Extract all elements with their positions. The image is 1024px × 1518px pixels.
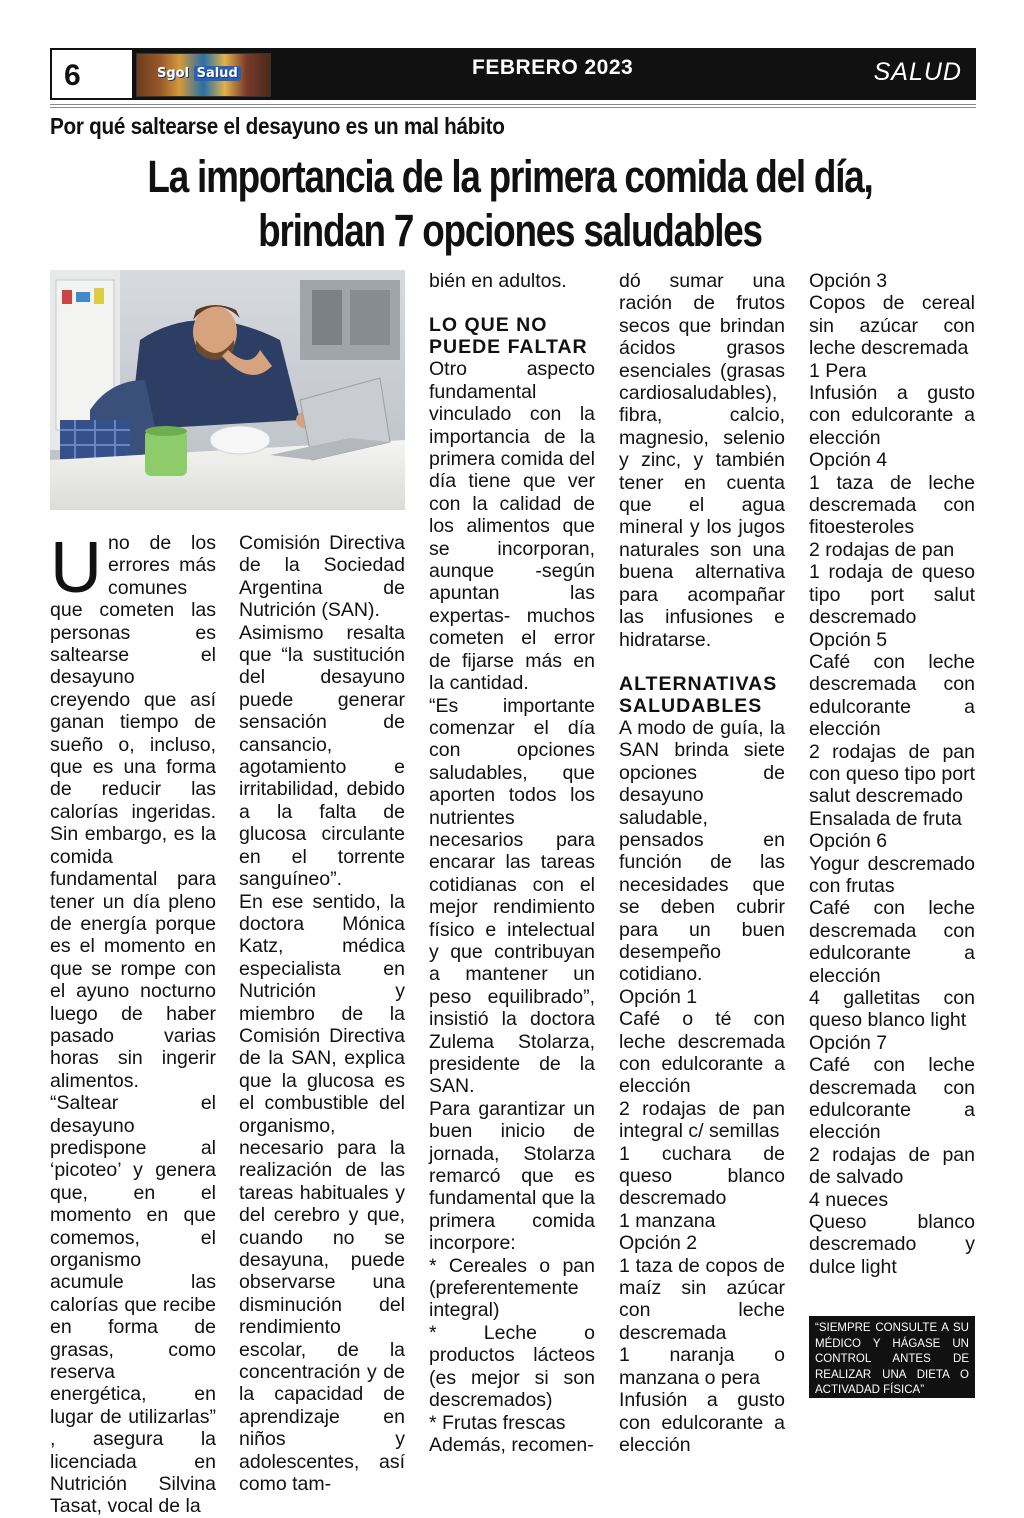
option-heading: Opción 2 bbox=[619, 1232, 698, 1255]
option-heading: Opción 5 bbox=[809, 628, 888, 651]
article-column-2 bbox=[239, 532, 405, 1495]
headline-line-1: La importancia de la primera comida del día, bbox=[147, 151, 873, 202]
option-item: 1 taza de leche descremada con fitoesteroles bbox=[809, 471, 975, 539]
logo-text-b: Salud bbox=[194, 66, 241, 81]
col4-paragraph-1: dó sumar una ración de frutos secos que brindan ácidos grasos esenciales (grasas cardiosaludables), fibra, calcio, magnesio, selenio y zinc, y también tener en cuenta que el agua mineral y los jugos naturales son una buena alternativa para acompañar las infusiones e hidratarse. bbox=[619, 270, 785, 651]
article-column-4 bbox=[619, 270, 785, 1456]
article-column-1 bbox=[50, 528, 216, 1518]
article-kicker: Por qué saltearse el desayuno es un mal hábito bbox=[50, 113, 505, 139]
option-item: Queso blanco descremado y dulce light bbox=[809, 1211, 975, 1278]
option-item: 1 taza de copos de maíz sin azúcar con leche descremada bbox=[619, 1254, 785, 1344]
col2-paragraph-3: En ese sentido, la doctora Mónica Katz, médica especialista en Nutrición y miembro de la Comisión Directiva de la SAN, explica que la glucosa es el combustible del organismo, necesario para la realización de las tareas habituales y del cerebro y que, cuando no se desayuna, puede observarse una disminución del rendimiento escolar, de la concentración y de la capacidad de aprendizaje en niños y adolescentes, así como tam- bbox=[239, 890, 405, 1496]
col1-paragraph-2: “Saltear el desayuno predispone al ‘picoteo’ y genera que, en el momento en que comemos, el organismo acumule las calorías que recibe en forma de grasas, como reserva energética, en lugar de utilizarlas” , asegura la licenciada en Nutrición Silvina Tasat, vocal de la bbox=[50, 1092, 216, 1518]
list-item: * Cereales o pan (preferentemente integral) bbox=[429, 1254, 595, 1322]
lead-paragraph bbox=[50, 528, 216, 1092]
list-item: * Frutas frescas bbox=[429, 1411, 566, 1434]
publication-logo bbox=[136, 53, 271, 97]
option-heading: Opción 3 bbox=[809, 270, 888, 292]
option-item: 2 rodajas de pan de salvado bbox=[809, 1143, 975, 1189]
option-item: Café con leche descremada con edulcorante a elección bbox=[809, 650, 975, 741]
option-item: 2 rodajas de pan integral c/ semillas bbox=[619, 1097, 785, 1143]
option-item: 1 rodaja de queso tipo port salut descremado bbox=[809, 561, 975, 629]
option-item: 1 naranja o manzana o pera bbox=[619, 1344, 785, 1389]
page-number: 6 bbox=[52, 50, 132, 98]
logo-text-a: Sgol bbox=[157, 66, 190, 81]
article-headline bbox=[141, 150, 879, 258]
headline-line-2: brindan 7 opciones saludables bbox=[258, 205, 762, 256]
option-item: Yogur descremado con frutas bbox=[809, 852, 975, 897]
option-item: 2 rodajas de pan con queso tipo port salut descremado bbox=[809, 740, 975, 808]
issue-date: FEBRERO 2023 bbox=[472, 56, 634, 79]
col3-paragraph-2: Otro aspecto fundamental vinculado con la importancia de la primera comida del día tiene que ver con la calidad de los alimentos que se incorporan, aunque -según apuntan las expertas- muchos cometen el error de fijarse más en la cantidad. bbox=[429, 358, 595, 695]
option-item: 1 Pera bbox=[809, 359, 867, 382]
option-item: Café con leche descremada con edulcorante a elección bbox=[809, 897, 975, 987]
col1-text-1: no de los errores más comunes que cometen las personas es saltearse el desayuno creyendo que así ganan tiempo de sueño o, incluso, que es una forma de reducir las calorías ingeridas. Sin embargo, es la comida fundamental para tener un día pleno de energía porque es el momento en que se rompe con el ayuno nocturno luego de haber pasado varias horas sin ingerir alimentos. bbox=[50, 532, 216, 1092]
col3-paragraph-4: Para garantizar un buen inicio de jornada, Stolarza remarcó que es fundamental que la primera comida incorpore: bbox=[429, 1097, 595, 1255]
option-heading: Opción 1 bbox=[619, 985, 698, 1008]
option-item: Ensalada de fruta bbox=[809, 807, 962, 830]
option-item: 4 galletitas con queso blanco light bbox=[809, 987, 975, 1032]
option-heading: Opción 6 bbox=[809, 830, 888, 853]
col3-paragraph-1: bién en adultos. bbox=[429, 270, 567, 292]
col4-paragraph-2: A modo de guía, la SAN brinda siete opciones de desayuno saludable, pensados en función de las necesidades que se deben cubrir para un buen desempeño cotidiano. bbox=[619, 716, 785, 986]
logo-wordmark bbox=[157, 66, 241, 81]
option-item: 2 rodajas de pan bbox=[809, 538, 955, 561]
list-item: * Leche o productos lácteos (es mejor si son descremados) bbox=[429, 1321, 595, 1412]
section-label: SALUD bbox=[873, 58, 962, 86]
subheading-lo-que-no-puede-faltar: LO QUE NO PUEDE FALTAR bbox=[429, 314, 588, 359]
col2-paragraph-2: Asimismo resalta que “la sustitución del desayuno puede generar sensación de cansancio, agotamiento e irritabilidad, debido a la falta de glucosa circulante en el torrente sanguíneo”. bbox=[239, 621, 405, 891]
header-rule bbox=[50, 104, 976, 108]
col3-paragraph-5: Además, recomen- bbox=[429, 1433, 594, 1456]
drop-cap: U bbox=[50, 528, 102, 608]
col2-paragraph-1: Comisión Directiva de la Sociedad Argentina de Nutrición (SAN). bbox=[239, 532, 405, 622]
subheading-alternativas-saludables: ALTERNATIVAS SALUDABLES bbox=[619, 672, 778, 717]
option-heading: Opción 4 bbox=[809, 449, 888, 472]
option-item: 4 nueces bbox=[809, 1188, 889, 1211]
article-column-5 bbox=[809, 270, 975, 1278]
article-column-3 bbox=[429, 270, 595, 1456]
option-item: Infusión a gusto con edulcorante a elección bbox=[809, 382, 975, 449]
option-heading: Opción 7 bbox=[809, 1031, 888, 1054]
medical-disclaimer-box: “SIEMPRE CONSULTE A SU MÉDICO Y HÁGASE UN CONTROL ANTES DE REALIZAR UNA DIETA O ACTIVADAD FÍSICA” bbox=[809, 1316, 975, 1398]
option-item: Copos de cereal sin azúcar con leche descremada bbox=[809, 292, 975, 360]
option-item: Café o té con leche descremada con edulcorante a elección bbox=[619, 1008, 785, 1098]
man-eating-at-laptop-illustration bbox=[50, 270, 405, 510]
option-item: 1 cuchara de queso blanco descremado bbox=[619, 1142, 785, 1210]
option-item: Infusión a gusto con edulcorante a elección bbox=[619, 1389, 785, 1456]
col3-paragraph-3: “Es importante comenzar el día con opciones saludables, que aporten todos los nutrientes necesarios para encarar las tareas cotidianas con el mejor rendimiento físico e intelectual y que contribuyan a mantener un peso equilibrado”, insistió la doctora Zulema Stolarza, presidente de la SAN. bbox=[429, 694, 595, 1098]
option-item: Café con leche descremada con edulcorante a elección bbox=[809, 1054, 975, 1144]
option-item: 1 manzana bbox=[619, 1209, 716, 1232]
masthead-bar bbox=[50, 48, 976, 100]
article-photo bbox=[50, 270, 405, 510]
